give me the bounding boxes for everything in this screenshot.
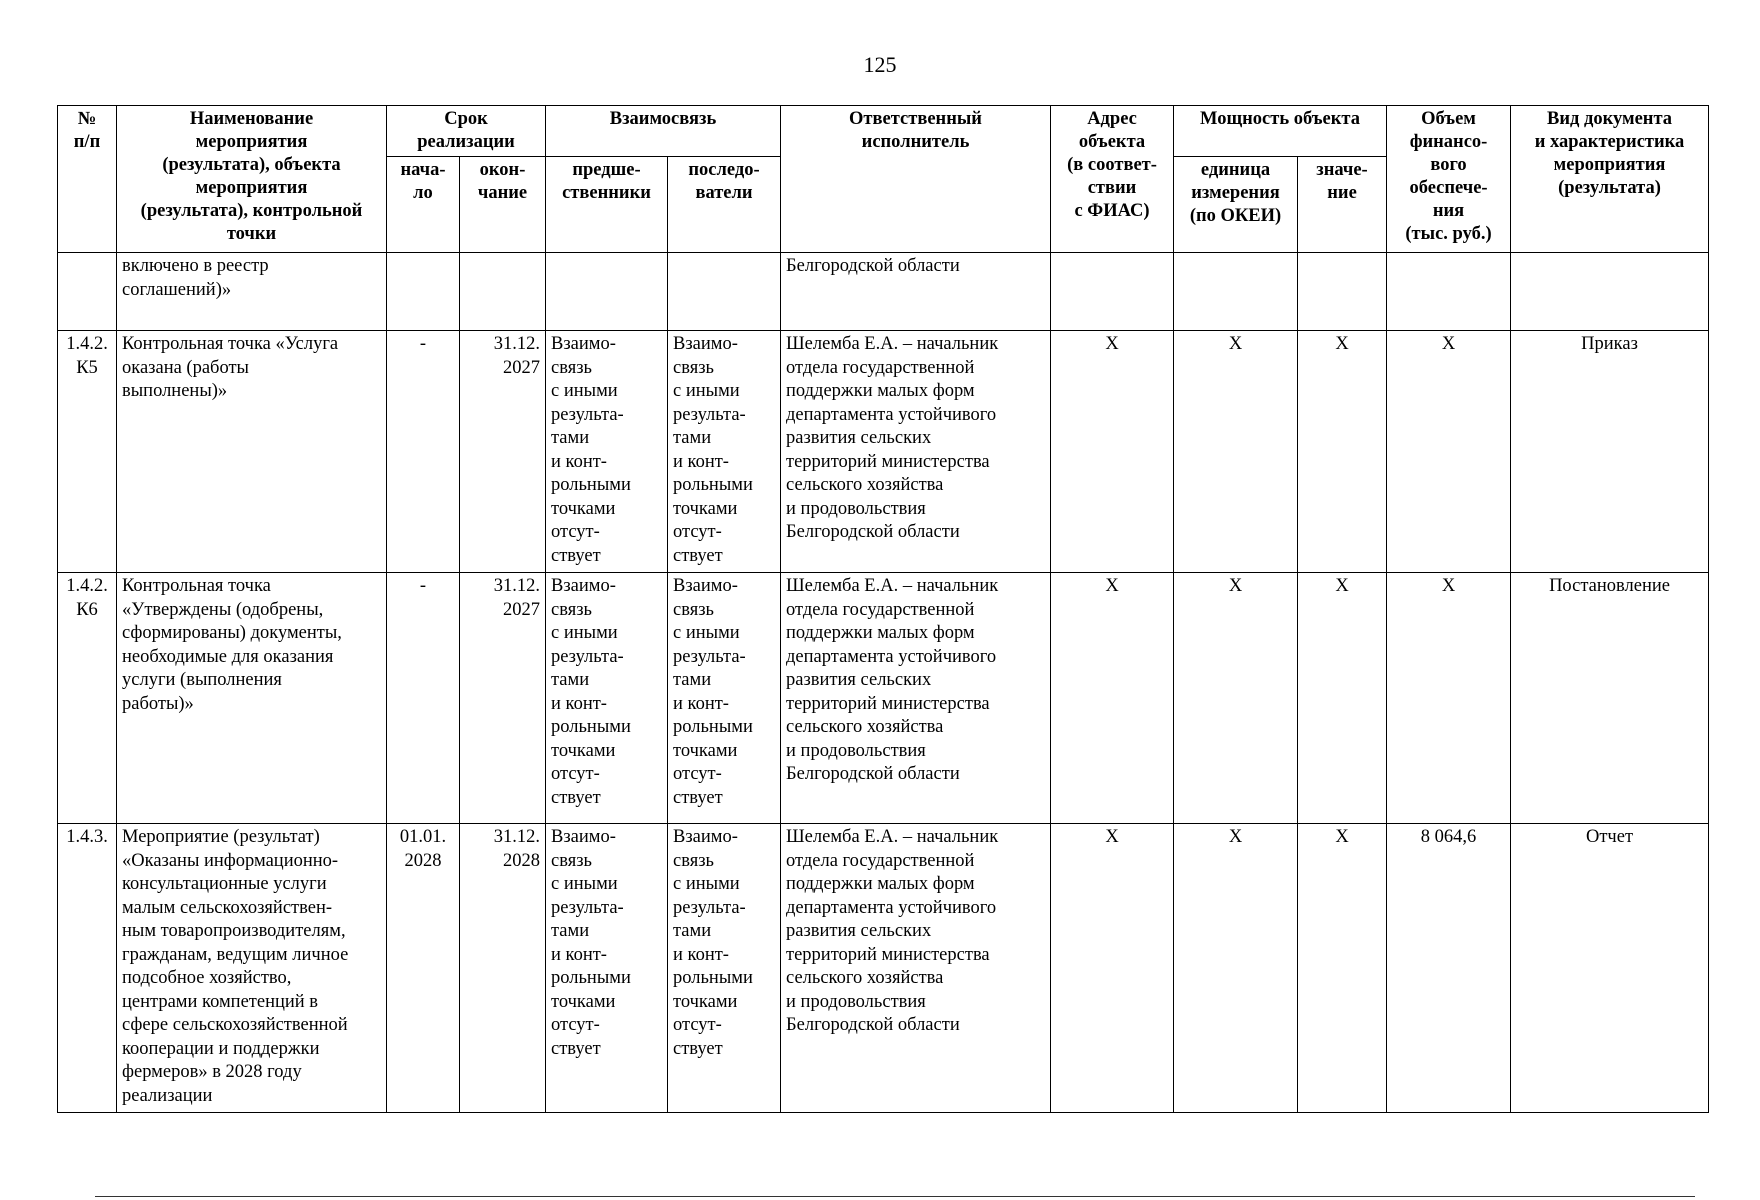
cell-unit: X bbox=[1174, 573, 1298, 824]
cell-address: X bbox=[1051, 573, 1174, 824]
cell-value: X bbox=[1298, 331, 1387, 573]
cell-responsible: Шелемба Е.А. – начальник отдела государственной поддержки малых форм департамента устойчивого развития сельских территорий министерства сельского хозяйства и продовольствия Белгородской области bbox=[781, 824, 1051, 1113]
cell-end bbox=[460, 253, 546, 331]
header-link: Взаимосвязь bbox=[546, 106, 781, 157]
cell-pred: Взаимо- связь с иными результа- тами и конт- рольными точками отсут- ствует bbox=[546, 573, 668, 824]
table-row bbox=[58, 331, 1709, 573]
cell-next: Взаимо- связь с иными результа- тами и конт- рольными точками отсут- ствует bbox=[668, 824, 781, 1113]
table-row bbox=[58, 573, 1709, 824]
cell-end: 31.12. 2027 bbox=[460, 573, 546, 824]
cell-finance bbox=[1387, 253, 1511, 331]
cell-unit bbox=[1174, 253, 1298, 331]
cell-num: 1.4.2. К5 bbox=[58, 331, 117, 573]
header-finance: Объем финансо- вого обеспече- ния (тыс. руб.) bbox=[1387, 106, 1511, 253]
cell-num: 1.4.3. bbox=[58, 824, 117, 1113]
cell-address bbox=[1051, 253, 1174, 331]
header-capacity-unit: единица измерения (по ОКЕИ) bbox=[1174, 157, 1298, 253]
cell-start: - bbox=[387, 573, 460, 824]
cell-name: Мероприятие (результат) «Оказаны информационно- консультационные услуги малым сельскохозяйствен- ным товаропроизводителям, гражданам, ведущим личное подсобное хозяйство, центрами компетенций в сфере сельскохозяйственной кооперации и поддержки фермеров» в 2028 году реализации bbox=[117, 824, 387, 1113]
cell-next bbox=[668, 253, 781, 331]
header-capacity-value: значе- ние bbox=[1298, 157, 1387, 253]
table-row bbox=[58, 253, 1709, 331]
page-number: 125 bbox=[863, 52, 897, 77]
cell-name: Контрольная точка «Услуга оказана (работы выполнены)» bbox=[117, 331, 387, 573]
header-name: Наименование мероприятия (результата), объекта мероприятия (результата), контрольной точки bbox=[117, 106, 387, 253]
header-link-pred: предше- ственники bbox=[546, 157, 668, 253]
cell-next: Взаимо- связь с иными результа- тами и конт- рольными точками отсут- ствует bbox=[668, 573, 781, 824]
cell-finance: X bbox=[1387, 573, 1511, 824]
cell-doc: Приказ bbox=[1511, 331, 1709, 573]
cell-doc bbox=[1511, 253, 1709, 331]
header-doc-type: Вид документа и характеристика мероприятия (результата) bbox=[1511, 106, 1709, 253]
cell-finance: 8 064,6 bbox=[1387, 824, 1511, 1113]
table-row bbox=[58, 824, 1709, 1113]
cell-name: включено в реестр соглашений)» bbox=[117, 253, 387, 331]
cell-start: 01.01. 2028 bbox=[387, 824, 460, 1113]
cell-finance: X bbox=[1387, 331, 1511, 573]
cell-start: - bbox=[387, 331, 460, 573]
cell-end: 31.12. 2027 bbox=[460, 331, 546, 573]
cell-doc: Отчет bbox=[1511, 824, 1709, 1113]
header-responsible: Ответственный исполнитель bbox=[781, 106, 1051, 253]
cell-pred: Взаимо- связь с иными результа- тами и конт- рольными точками отсут- ствует bbox=[546, 824, 668, 1113]
cell-unit: X bbox=[1174, 824, 1298, 1113]
cell-next: Взаимо- связь с иными результа- тами и конт- рольными точками отсут- ствует bbox=[668, 331, 781, 573]
header-term: Срок реализации bbox=[387, 106, 546, 157]
cell-responsible: Шелемба Е.А. – начальник отдела государственной поддержки малых форм департамента устойчивого развития сельских территорий министерства сельского хозяйства и продовольствия Белгородской области bbox=[781, 573, 1051, 824]
header-num: № п/п bbox=[58, 106, 117, 253]
cell-end: 31.12. 2028 bbox=[460, 824, 546, 1113]
cell-value: X bbox=[1298, 824, 1387, 1113]
cell-value: X bbox=[1298, 573, 1387, 824]
cell-responsible: Шелемба Е.А. – начальник отдела государственной поддержки малых форм департамента устойчивого развития сельских территорий министерства сельского хозяйства и продовольствия Белгородской области bbox=[781, 331, 1051, 573]
header-term-end: окон- чание bbox=[460, 157, 546, 253]
cell-start bbox=[387, 253, 460, 331]
cell-name: Контрольная точка «Утверждены (одобрены, сформированы) документы, необходимые для оказания услуги (выполнения работы)» bbox=[117, 573, 387, 824]
header-address: Адрес объекта (в соответ- ствии с ФИАС) bbox=[1051, 106, 1174, 253]
cell-num: 1.4.2. К6 bbox=[58, 573, 117, 824]
events-table bbox=[57, 105, 1709, 1113]
cell-value bbox=[1298, 253, 1387, 331]
cell-unit: X bbox=[1174, 331, 1298, 573]
cell-pred bbox=[546, 253, 668, 331]
header-link-next: последо- ватели bbox=[668, 157, 781, 253]
cell-pred: Взаимо- связь с иными результа- тами и конт- рольными точками отсут- ствует bbox=[546, 331, 668, 573]
cell-doc: Постановление bbox=[1511, 573, 1709, 824]
cell-num bbox=[58, 253, 117, 331]
header-capacity: Мощность объекта bbox=[1174, 106, 1387, 157]
header-term-start: нача- ло bbox=[387, 157, 460, 253]
cell-address: X bbox=[1051, 331, 1174, 573]
cell-address: X bbox=[1051, 824, 1174, 1113]
page-divider bbox=[95, 1196, 1695, 1197]
cell-responsible: Белгородской области bbox=[781, 253, 1051, 331]
